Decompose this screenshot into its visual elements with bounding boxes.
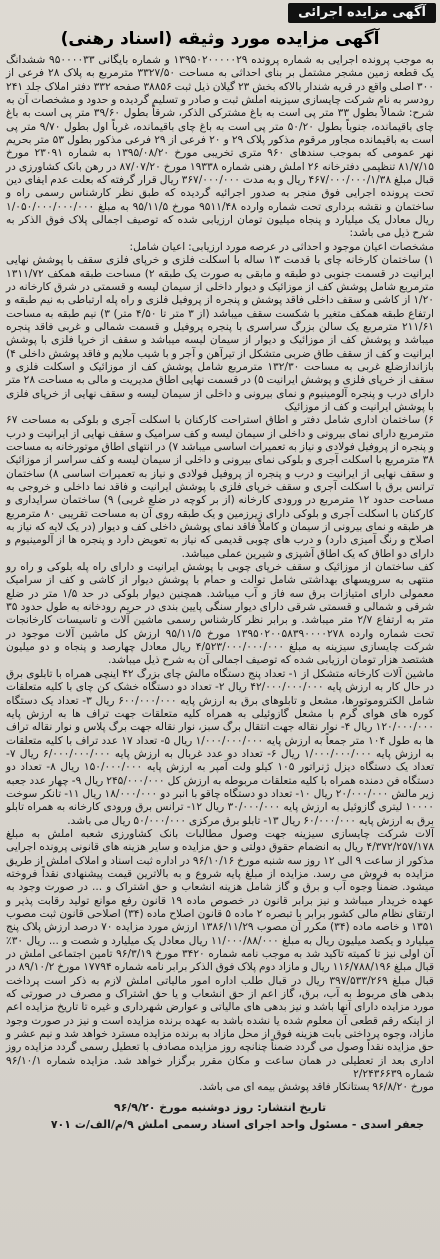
paragraph-insurance-note: مورخ ۹۶/۸/۲۰ بستانکار فاقد پوشش بیمه ای می باشد.	[198, 1081, 434, 1094]
paragraph-property-description: به موجب پرونده اجرایی به شماره پرونده ۱۳۹۵۰۲۰۰۰۰۰۲۹ و شماره بایگانی ۹۵۰۰۰۰۳۳ ششدانگ یک قطعه زمین مشجر مشتمل بر بنای احداثی به مساحت ۳۳۲۷/۵۰ مترمربع به پلاک ۲۸ فرعی از ۳۰۰ اصلی واقع در قریه شندار بالاکه بخش ۲۳ گیلان ذیل ثبت ۳۸۸۵۶ صفحه ۳۳۲ دفتر املاک جلد ۲۴۱ رودسر به نام شرکت چایسازی سیزینه املش ثبت و صادر و تسلیم گردیده و حدود و مشخصات آن به شرح: شمالاً بطول ۳۳ متر پی است به باغ مشترکی الذکر، شرقاً بطول ۳۹/۶۰ متر پی است به باغ چای باقیمانده، جنوباً بطول ۵۰/۲۰ متر پی است به باغ چای باقیمانده، غرباً اول بطول ۹/۷۰ متر پی است به باقیمانده مجاور مرقوم مذکور پلاک ۲۹ و ۲۰ فرعی از ۲۹ فرعی مذکور بطول ۵۳ متر بحریم نهر عمومی که بموجب سندهای ۹۶۰ متری تخریبی مورخ ۱۳۹۵/۰۸/۲۰ به شماره ۲۳۰۹۱ مورخ ۸۱/۷/۱۵ تنظیمی دفترخانه ۲۶ املش رهنی شماره ۱۹۳۳۸ مورخ ۸۷/۰۷/۲۰ در رهن بانک کشاورزی در قبال مبلغ ۴۶۷/۰۰۰/۰۰۰/۱/۳۸ ریال و به مدت ۳۶۷/۰۰۰/۰۰۰ ریال قرار گرفته که بعلت عدم ایفای دین تحت پرونده اجرایی فوق منجر به صدور اجرائیه گردیده که طبق نظر کارشناس رسمی راه و ساختمان و نقشه برداری تحت شماره وارده ۹۵۱۱/۴۸ مورخ ۹۵/۱۱/۵ به مبلغ ۱/۰۵۰/۰۰۰/۰۰۰/۰۰۰ ریال معادل یک میلیارد و پنجاه میلیون تومان ارزیابی شده که توصیف اجمالی پلاک فوق الذکر به شرح ذیل می باشد:	[6, 54, 435, 240]
signature-line: جعفر اسدی - مسئول واحد اجرای اسناد رسمی املش ۹/م/الف/ت ۷۰۱	[50, 1117, 424, 1131]
paragraph-factory-building: ۱) ساختمان کارخانه چای با قدمت ۱۳ ساله با اسکلت فلزی و خرپای فلزی سقف با پوشش نهایی ایرانیت در قسمت جنوبی دو طبقه و مابقی به صورت یک طبقه ۲) مساحت طبقه همکف ۱۳۱۱/۷۲ مترمربع شامل پوشش کف از موزائیک و دیوار داخلی از سیمان لیسه و قسمتی در شرق کارخانه در ۱/۲۰ از کاشی و سقف داخلی فاقد پوشش و پنجره از پروفیل فلزی و راه پله ارتباطی به نیم طبقه و ارتفاع طبقه همکف متغیر با شکست سقف میباشد (از ۳ متر تا ۴/۵۰ متر) ۳) نیم طبقه به مساحت ۲۱۱/۶۱ مترمربع یک سالن بزرگ سراسری با پنجره پروفیل و قسمت شمالی و غربی فاقد پنجره میباشد و پوشش کف از موزائیک و دیوار از سیمان لیسه میباشد و سقف از خرپا فلزی با پوشش ایرانیت و کف از سقف طاق ضربی متشکل از تیرآهن و آجر و با شیب ملایم و فاقد پوشش داخلی ۴) بازاندازضلع غربی به مساحت ۱۳۲/۳۰ مترمربع شامل پوشش کف از موزائیک و اسکلت فلزی و سقف از خرپای فلزی و پوشش ایرانیت ۵) در قسمت نهایی اطاق مدیریت و مالی به مساحت ۲۸ متر دارای درب و پنجره آلومینیوم و نمای بیرونی و داخلی از سیمان لیسه و سقف نهایی از خرپای فلزی با پوشش ایرانیت و کف از موزائیک	[6, 254, 435, 413]
paragraph-machinery-list: ماشین آلات کارخانه متشکل از ۱- تعداد پنج دستگاه مالش چای بزرگ ۴۲ اینچی همراه با تابلوی برق در حال کار به ارزش پایه ۴۲/۰۰۰/۰۰۰/۰۰۰ ریال ۲- تعداد دو دستگاه خشک کن چای با کلیه متعلقات شامل الکتروموتورها، مشعل و تابلوهای برق به ارزش پایه ۶۰۰/۰۰۰/۰۰۰ ریال ۳- تعداد یک دستگاه کوره های هوای گرم با مشعل گازوئیلی به همراه کلیه متعلقات جهت تراف ها به ارزش پایه ۱۲۰/۰۰۰/۰۰۰ ریال ۴- نوار نقاله جهت انتقال برگ سبز، نوار نقاله جهت برگ پلاس و نوار نقاله تراف ها به طول ۱۰۴ متر جمعاً به ارزش پایه ۱/۰۰۰/۰۰۰/۰۰۰ ریال ۵- تعداد ۱۷ عدد تراف با کلیه متعلقات به ارزش پایه ۱/۰۰۰/۰۰۰/۰۰۰ ریال ۶- تعداد دو عدد غربال به ارزش پایه ۶/۰۰۰/۰۰۰/۰۰۰ ریال ۷- تعداد یک دستگاه دیزل ژنراتور ۱۰۵ کیلو ولت آمپر به ارزش پایه ۱۵۰/۰۰۰/۰۰۰ ریال ۸- تعداد دو دستگاه فن دمنده همراه با کلیه متعلقات مربوطه به ارزش کل ۲۴۵/۰۰۰/۰۰۰ ریال ۹- چهار عدد جعبه زیر مالش ۲۰/۰۰۰/۰۰۰ ریال ۱۰- تعداد دو دستگاه چاقو با انبر دو ۱۸/۰۰۰/۰۰۰ ریال ۱۱- تانکر سوخت ۱۰۰۰۰ لیتری گازوئیل به ارزش پایه ۳۰/۰۰۰/۰۰۰ ریال ۱۲- ترانس برق ورودی کارخانه به همراه تابلو برق به ارزش پایه ۶۰/۰۰۰/۰۰۰ ریال ۱۳- تابلو برق مرکزی ۵۰/۰۰۰/۰۰۰ ریال می باشد.	[6, 667, 435, 827]
notice-body	[6, 54, 434, 1095]
paragraph-office-buildings: ۶) ساختمان اداری شامل دفتر و اطاق استراحت کارکنان با اسکلت آجری و بلوکی به مساحت ۶۷ مترمربع دارای نمای بیرونی و داخلی از سیمان لیسه و کف سرامیک و سقف نهایی از ایرانیت و درب و پنجره از پروفیل فولادی و نیاز به تعمیرات اساسی میباشد ۷) در انتهای اطاق موتورخانه به مساحت ۳۸ مترمربع با اسکلت آجری و بلوکی نمای بیرونی و داخلی از سیمان لیسه و کف سراسر از موزائیک و سقف نهایی از ایرانیت و درب و پنجره از پروفیل فولادی و نیاز به تعمیرات اساسی ۸) ساختمان ترانس برق با اسکلت آجری و سقف خرپای فلزی با پوشش ایرانیت و فاقد نما داخلی و خروجی به مساحت حدود ۱۲ مترمربع در ورودی کارخانه (از بر کوچه در ضلع غربی) ۹) ساختمان سرایداری و کارکنان با اسکلت آجری و بلوکی دارای زیرزمین و یک طبقه روی آن به مساحت تقریبی ۸۰ مترمربع هر طبقه و نمای بیرونی از سیمان و کاملاً فاقد نمای پوشش داخلی کف و دیوار (در یک لایه که نیاز به اصلاح و رنگ آمیزی دارد) و درب های چوبی قدیمی که نیاز به تعویض دارد و پنجره ها از آلومینیوم و دارای دو اطاق که یک اطاق آشپزی و شیرین عملی میباشد.	[6, 414, 435, 560]
paragraph-auction-terms: آلات شرکت چایسازی سیزینه جهت وصول مطالبات بانک کشاورزی شعبه املش به مبلغ ۴/۳۷۲/۲۵۷/۱۷۸ ریال به انضمام حقوق دولتی و حق مزایده و سایر هزینه های قانونی پرونده اجرایی مذکور از ساعت ۹ الی ۱۲ روز سه شنبه مورخ ۹۶/۱۰/۱۶ در اداره ثبت اسناد و املاک املش از طریق مزایده به فروش می رسد. مزایده از مبلغ پایه شروع و به بالاترین قیمت پیشنهادی نقداً فروخته میشود. ضمناً وجوه آب و برق و گاز شامل هزینه انشعاب و حق اشتراک و ... در صورت وجود به عهده خریدار میباشد و نیز برابر قانون در خصوص ماده ۱۹ قانون رفع موانع تولید رقابت پذیر و ارتقای نظام مالی کشور برابر با تبصره ۲ ماده ۵ قانون اصلاح ماده (۳۴) اصلاحی قانون ثبت مصوب ۱۳۵۱ و خاصه ماده (۳۴) مکرر آن مصوب ۱۳۸۶/۱۱/۲۹ ارزش مورد مزایده ۷۰ درصد ارزش پلاک پنج میلیارد و یکصد میلیون ریال به مبلغ ۱۱/۰۰۰/۸۸/۰۰۰ ریال معادل یک میلیارد و شصت و ... ریال ۳۰٪ آن اولی نیز تا کمیته تاکید شد به موجب نامه شماره ۳۴۲۰ مورخ ۹۶/۳/۱۹ تامین اجتماعی املش در قبال مبلغ ۱۱۶/۷۸۸/۱۹۶ ریال و مازاد دوم پلاک فوق الذکر برابر نامه شماره ۱۷۷۹۴ مورخ ۸۹/۱۰/۲ در قبال مبلغ ۳۹۷/۵۳۳/۲۶۹ ریال در قبال طلب اداره امور مالیاتی املش لازم به ذکر است پرداخت بدهی های مربوط به آب، برق، گاز اعم از حق انشعاب و یا حق اشتراک و مصرف در صورتی که مورد مزایده دارای آنها باشد و نیز بدهی های مالیاتی و عوارض شهرداری و غیره تا تاریخ مزایده اعم از اینکه رقم قطعی آن معلوم شده یا نشده باشد به عهده برنده مزایده است و نیز در صورت وجود مازاد، وجوه پرداختی بابت هزینه فوق از محل مازاد به برنده مزایده مسترد خواهد شد و نیم عشر و حق مزایده نقداً وصول می گردد ضمناً چنانچه روز مزایده مصادف با تعطیل رسمی گردد مزایده روز اداری بعد از تعطیلی در همان ساعت و مکان مقرر برگزار خواهد شد. مزایده شماره ۹۶/۱۰/۱ شماره ۲/۲۴۳۶۶۳۹	[6, 827, 435, 1081]
section-ribbon: آگهی مزایده اجرائی	[288, 3, 436, 23]
publish-date: تاریخ انتشار: روز دوشنبه مورخ ۹۶/۹/۲۰	[113, 1100, 327, 1114]
notice-title: آگهی مزایده مورد وثیقه (اسناد رهنی)	[60, 29, 380, 49]
paragraph-floors-and-valuation: کف ساختمان از موزائیک و سقف خرپای چوبی با پوشش ایرانیت و دارای راه پله بلوکی و راه رو منتهی به سرویسهای بهداشتی شامل توالت و حمام با پوشش دیوار از کاشی و کف از سرامیک معمولی دارای امتیازات برق سه فاز و آب میباشد. همچنین دیوار بلوکی در حد ۱/۵ متر در ضلع شرقی و شمالی و قسمتی شرقی دارای دیوار سنگی پایین بندی در حریم رودخانه به طول حدود ۳۵ متر به ارتفاع ۲/۷ متر میباشد. و برابر نظر کارشناس رسمی ماشین آلات و تاسیسات کارخانجات تحت شماره وارده ۱۳۹۵۰۲۰۰۵۸۳۹۰۰۰۰۲۷۸ مورخ ۹۵/۱۱/۵ ارزش کل ماشین آلات موجود در شرکت چایسازی سیزینه به مبلغ ۴/۵۲۳/۰۰۰/۰۰۰/۰۰۰ ریال معادل چهارصد و پنجاه و دو میلیون هشتصد هزار تومان ارزیابی شده که توصیف اجمالی آن به شرح ذیل میباشد.	[6, 561, 434, 667]
paragraph-specs-heading: مشخصات اعیان موجود و احداثی در عرصه مورد ارزیابی: اعیان شامل:	[129, 240, 434, 253]
